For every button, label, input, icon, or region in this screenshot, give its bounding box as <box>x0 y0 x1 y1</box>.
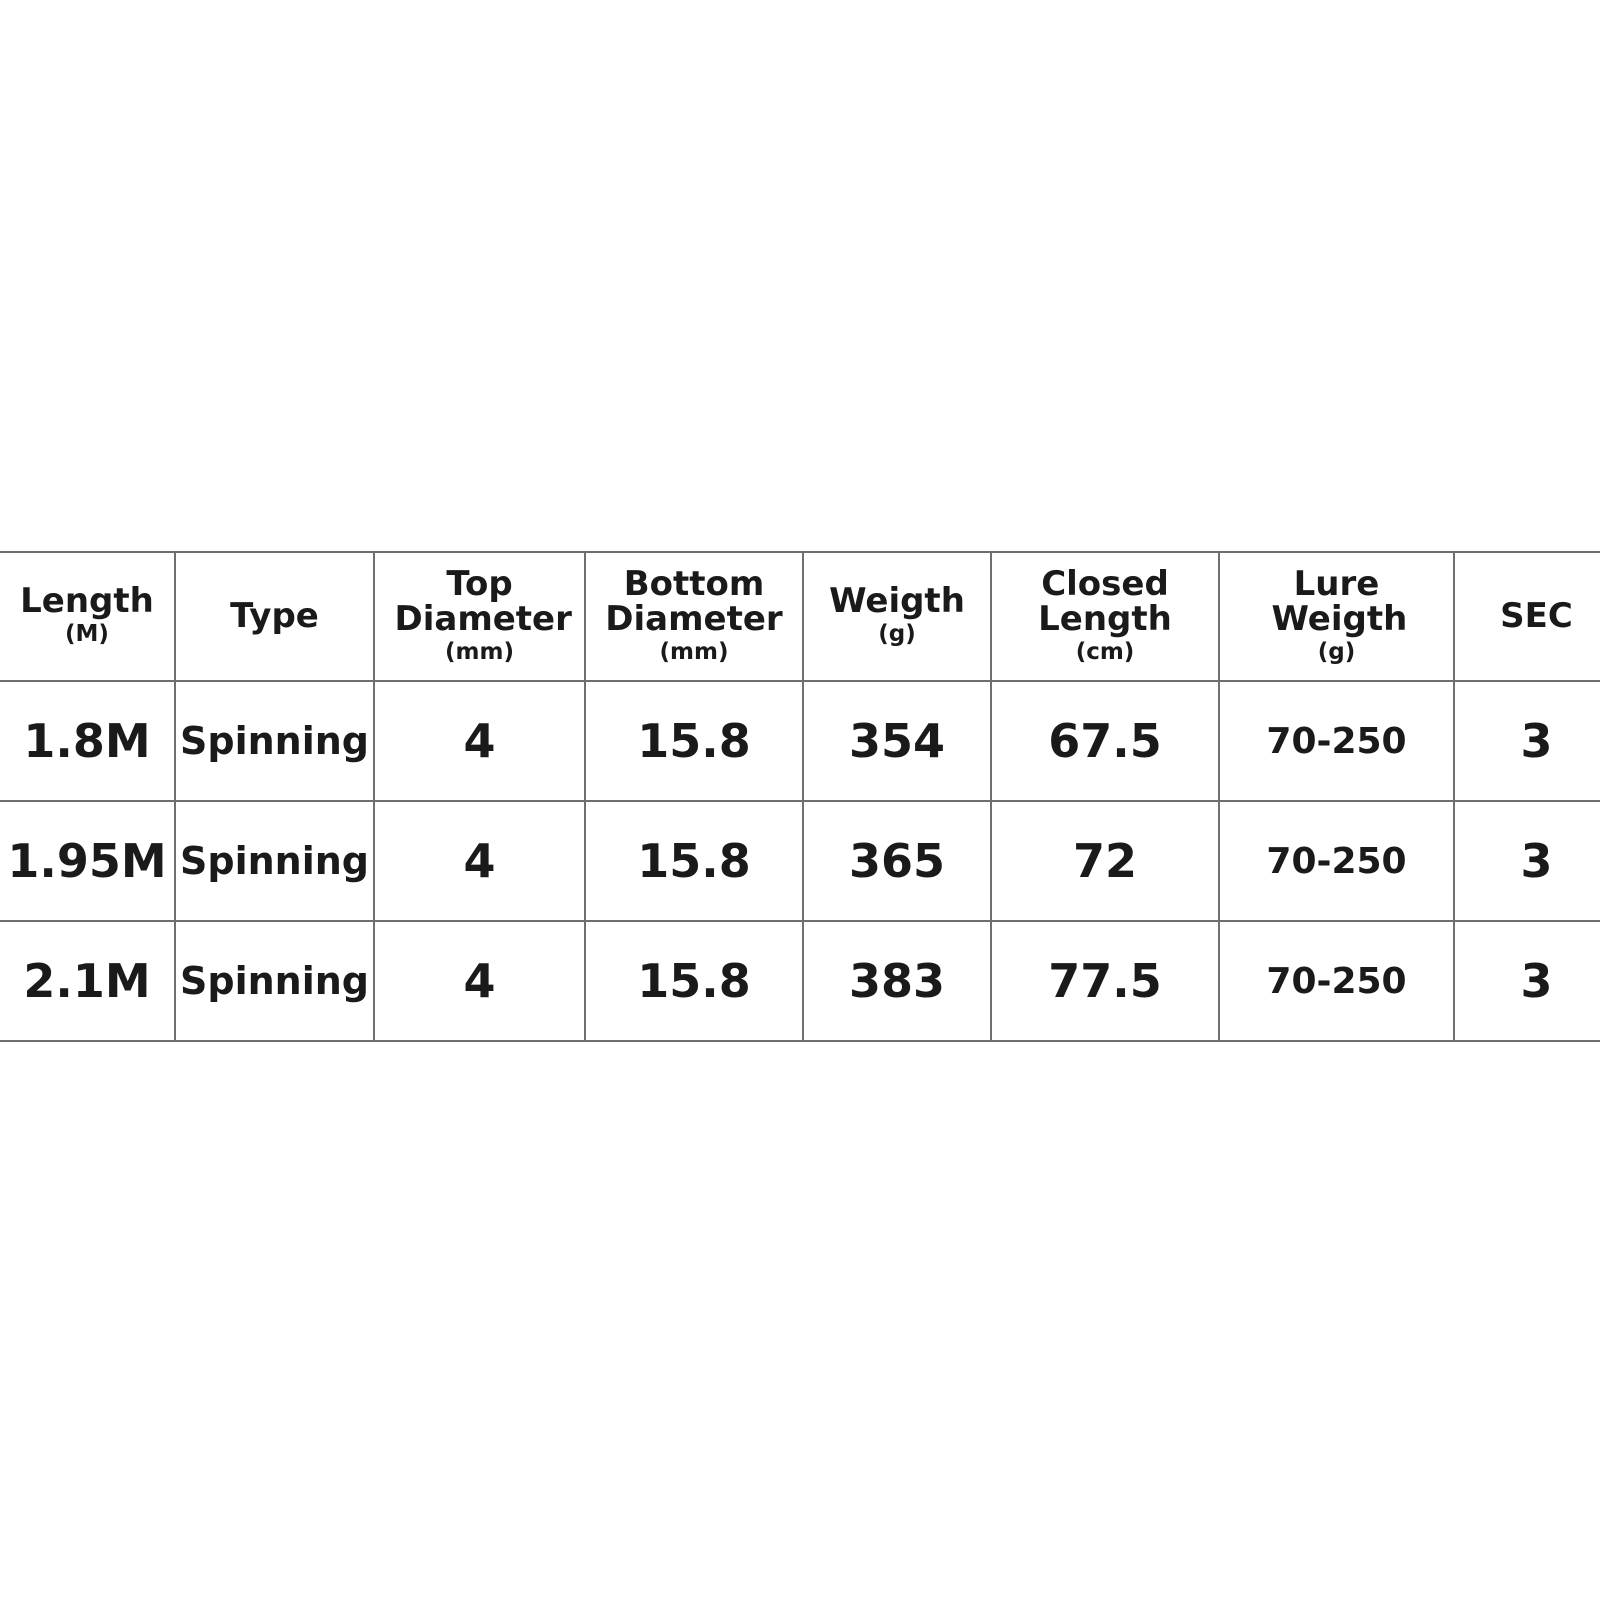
table-row <box>0 681 1600 801</box>
spec-table <box>0 551 1600 1042</box>
cell-bottom-diameter: 15.8 <box>585 681 803 801</box>
cell-sec: 3 <box>1454 921 1600 1041</box>
header-unit: (cm) <box>1075 638 1135 665</box>
cell-sec: 3 <box>1454 801 1600 921</box>
header-type <box>175 552 374 681</box>
cell-length: 1.95M <box>0 801 175 921</box>
cell-lure-weight: 70-250 <box>1219 921 1454 1041</box>
cell-top-diameter: 4 <box>374 681 585 801</box>
cell-closed-length: 72 <box>991 801 1219 921</box>
header-unit: (mm) <box>445 638 514 665</box>
cell-lure-weight: 70-250 <box>1219 681 1454 801</box>
cell-bottom-diameter: 15.8 <box>585 921 803 1041</box>
header-weight <box>803 552 991 681</box>
header-label: Closed Length <box>1038 563 1172 639</box>
table-row <box>0 801 1600 921</box>
header-sec <box>1454 552 1600 681</box>
header-lure-weight <box>1219 552 1454 681</box>
table-row <box>0 921 1600 1041</box>
cell-weight: 354 <box>803 681 991 801</box>
cell-type: Spinning <box>175 801 374 921</box>
cell-closed-length: 67.5 <box>991 681 1219 801</box>
header-label: Length <box>20 581 154 621</box>
cell-sec: 3 <box>1454 681 1600 801</box>
cell-type: Spinning <box>175 921 374 1041</box>
header-top-diameter <box>374 552 585 681</box>
header-label: Lure Weigth <box>1271 563 1408 639</box>
cell-length: 2.1M <box>0 921 175 1041</box>
header-label: Top Diameter <box>394 563 572 639</box>
cell-top-diameter: 4 <box>374 801 585 921</box>
header-closed-length <box>991 552 1219 681</box>
cell-closed-length: 77.5 <box>991 921 1219 1041</box>
cell-type: Spinning <box>175 681 374 801</box>
header-row <box>0 552 1600 681</box>
header-length <box>0 552 175 681</box>
cell-lure-weight: 70-250 <box>1219 801 1454 921</box>
cell-weight: 365 <box>803 801 991 921</box>
header-bottom-diameter <box>585 552 803 681</box>
header-label: SEC <box>1500 596 1573 636</box>
header-unit: (mm) <box>659 638 729 665</box>
cell-length: 1.8M <box>0 681 175 801</box>
header-unit: (g) <box>878 621 916 647</box>
cell-weight: 383 <box>803 921 991 1041</box>
cell-bottom-diameter: 15.8 <box>585 801 803 921</box>
header-label: Weigth <box>829 581 965 621</box>
header-unit: (g) <box>1317 638 1356 665</box>
header-label: Bottom Diameter <box>605 563 783 639</box>
cell-top-diameter: 4 <box>374 921 585 1041</box>
header-label: Type <box>230 596 319 636</box>
header-unit: (M) <box>65 621 109 647</box>
